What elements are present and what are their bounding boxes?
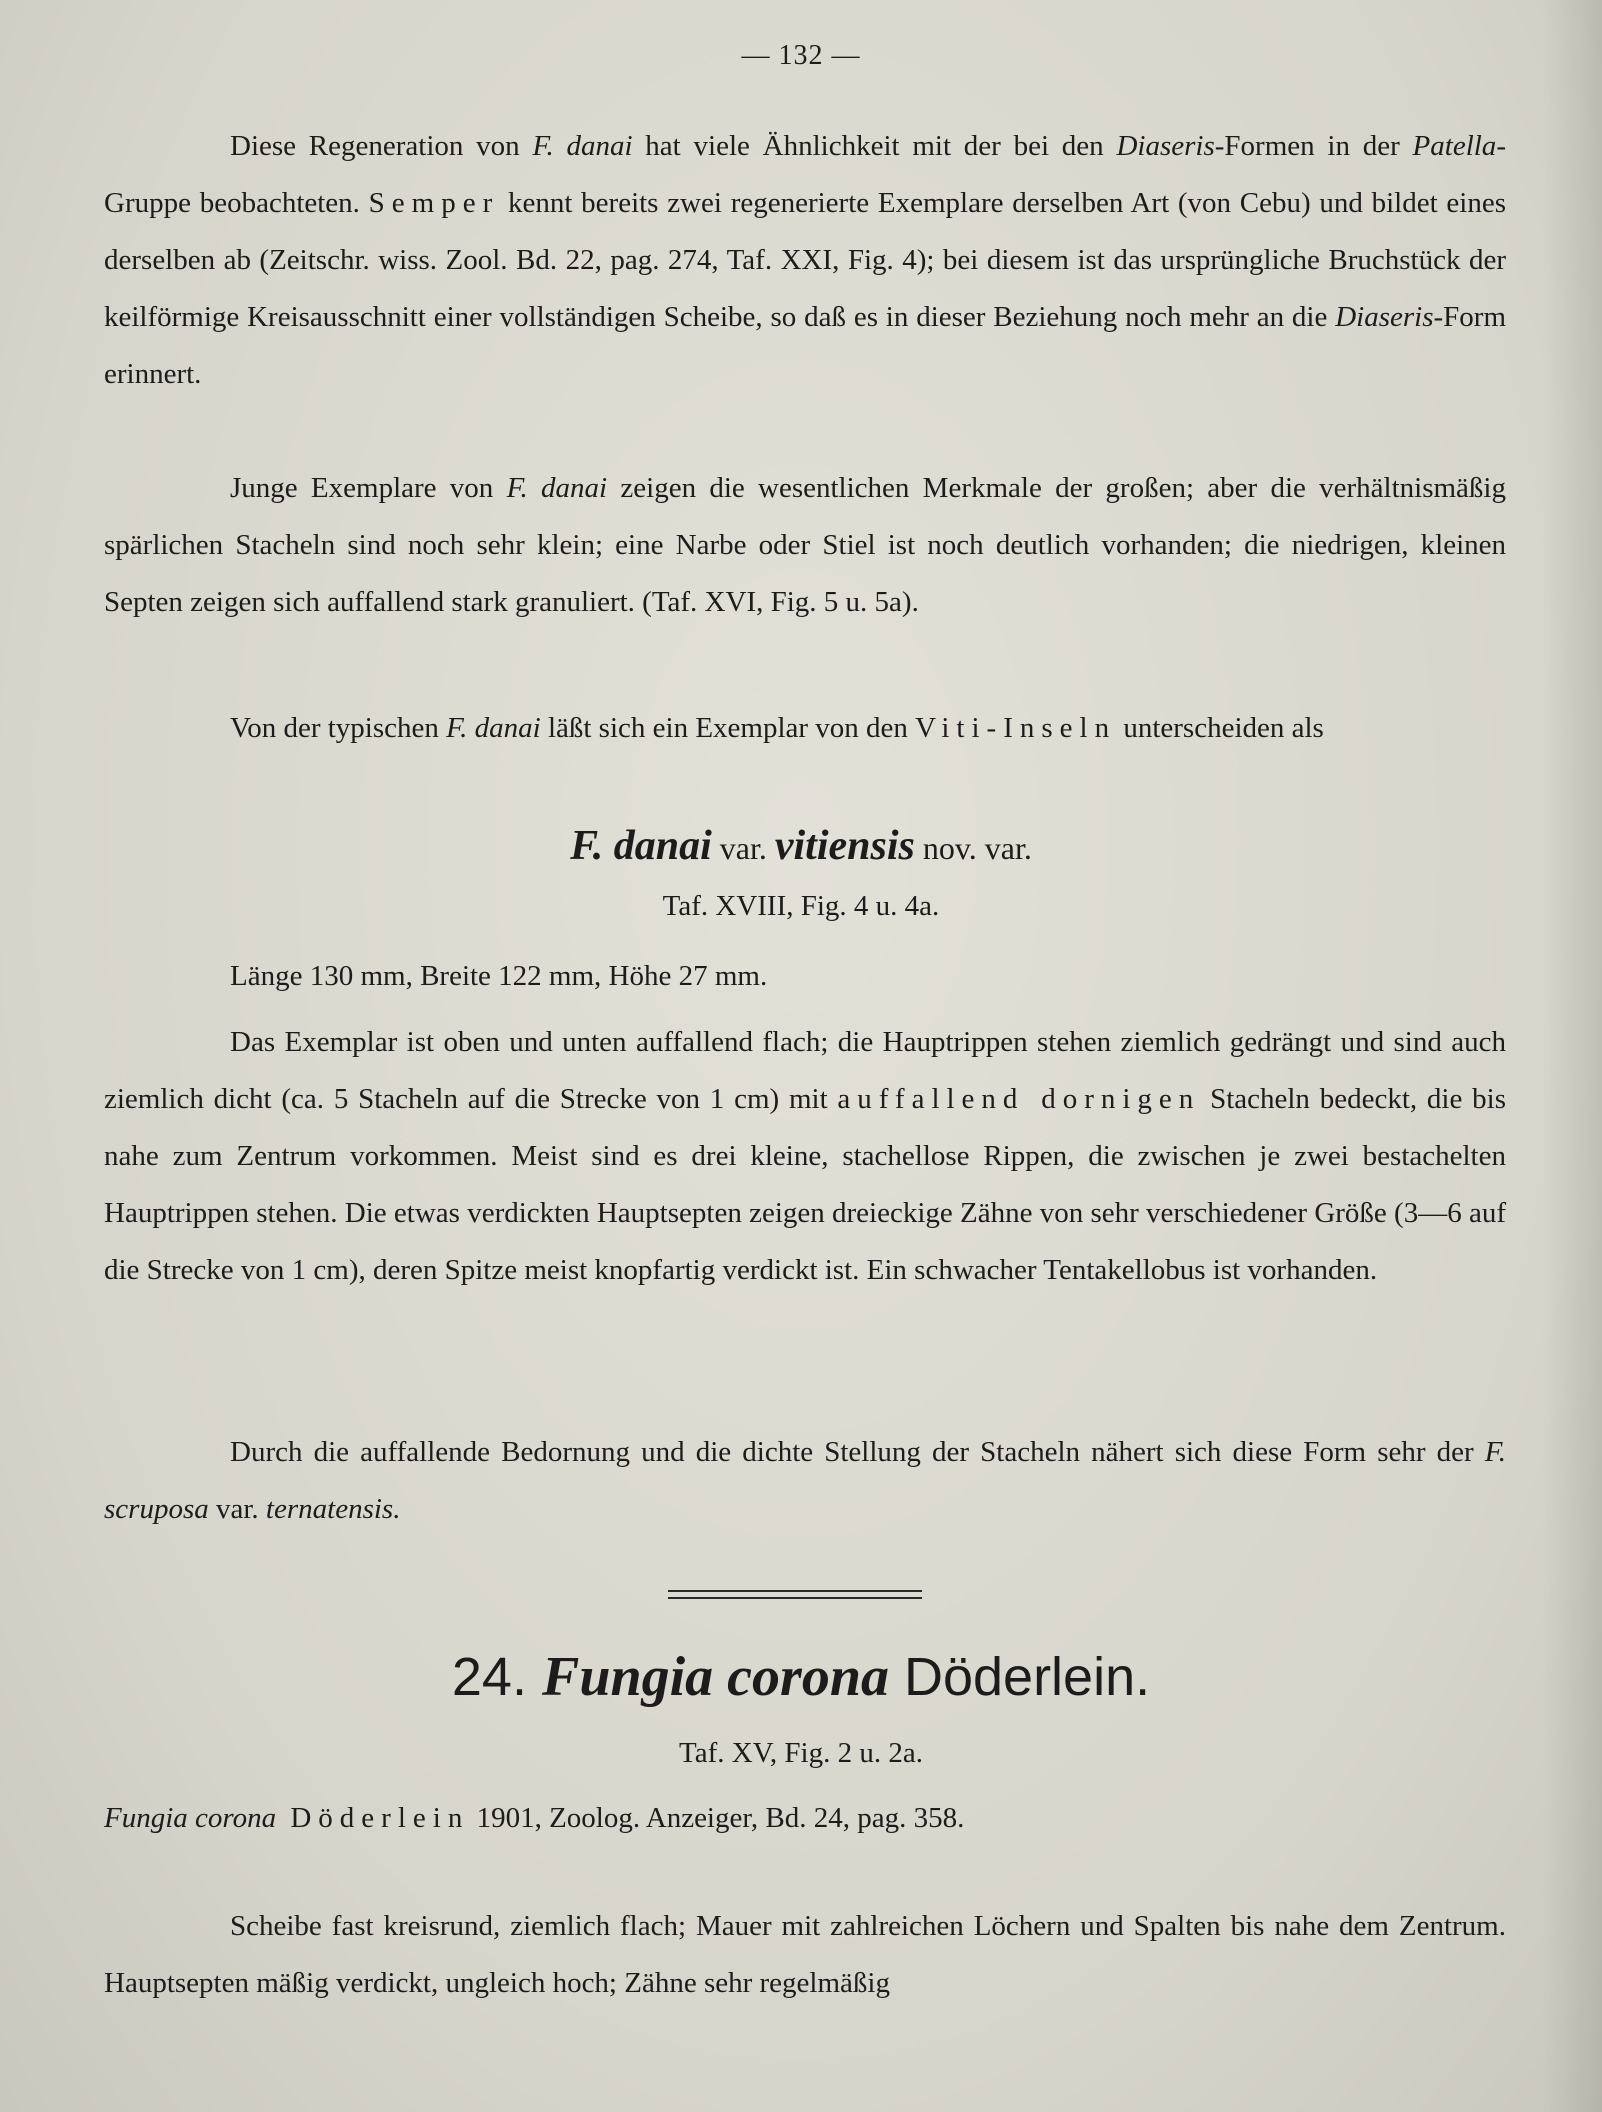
literature-reference: Fungia corona Döderlein 1901, Zoolog. Anzeiger, Bd. 24, pag. 358. bbox=[104, 1802, 965, 1834]
paragraph-regeneration: Diese Regeneration von F. danai hat viele Ähnlichkeit mit der bei den Diaseris-Formen in der Patella-Gruppe beobachteten. Semper kennt bereits zwei regenerierte Exemplare derselben Art (von Cebu) und bildet eines derselben ab (Zeitschr. wiss. Zool. Bd. 22, pag. 274, Taf. XXI, Fig. 4); bei diesem ist das ursprüngliche Bruchstück der keilförmige Kreisausschnitt einer vollständigen Scheibe, so daß es in dieser Beziehung noch mehr an die Diaseris-Form erinnert. bbox=[104, 130, 1506, 390]
paragraph-description: Das Exemplar ist oben und unten auffallend flach; die Hauptrippen stehen ziemlich gedrängt und sind auch ziemlich dicht (ca. 5 Stacheln auf die Strecke von 1 cm) mit auffallend dornigen Stacheln bedeckt, die bis nahe zum Zentrum vorkommen. Meist sind es drei kleine, stachellose Rippen, die zwischen je zwei bestachelten Hauptrippen stehen. Die etwas verdickten Hauptsepten zeigen dreieckige Zähne von sehr verschiedener Größe (3—6 auf die Strecke von 1 cm), deren Spitze meist knopfartig verdickt ist. Ein schwacher Tentakellobus ist vorhanden. bbox=[104, 1026, 1506, 1286]
paragraph-comparison: Durch die auffallende Bedornung und die dichte Stellung der Stacheln nähert sich diese Form sehr der F. scruposa var. ternatensis. bbox=[104, 1436, 1506, 1525]
section-divider-top bbox=[668, 1590, 922, 1592]
variety-heading: F. danai var. vitiensis nov. var. bbox=[570, 823, 1032, 869]
species-plate-reference: Taf. XV, Fig. 2 u. 2a. bbox=[679, 1737, 923, 1769]
measurements: Länge 130 mm, Breite 122 mm, Höhe 27 mm. bbox=[230, 960, 768, 992]
paragraph-young-specimens: Junge Exemplare von F. danai zeigen die wesentlichen Merkmale der großen; aber die verhältnismäßig spärlichen Stacheln sind noch sehr klein; eine Narbe oder Stiel ist noch deutlich vorhanden; die niedrigen, kleinen Septen zeigen sich auffallend stark granuliert. (Taf. XVI, Fig. 5 u. 5a). bbox=[104, 472, 1506, 618]
variety-plate-reference: Taf. XVIII, Fig. 4 u. 4a. bbox=[662, 890, 940, 922]
paragraph-variety-intro: Von der typischen F. danai läßt sich ein Exemplar von den Viti-Inseln unterscheiden als bbox=[230, 712, 1324, 744]
page-edge-shadow bbox=[1542, 0, 1602, 2112]
paragraph-species-description: Scheibe fast kreisrund, ziemlich flach; Mauer mit zahlreichen Löchern und Spalten bis nahe dem Zentrum. Hauptsepten mäßig verdickt, ungleich hoch; Zähne sehr regelmäßig bbox=[104, 1910, 1506, 1999]
section-divider-bottom bbox=[668, 1597, 922, 1599]
species-heading: 24. Fungia corona Döderlein. bbox=[451, 1646, 1151, 1708]
page-number: — 132 — bbox=[741, 40, 861, 71]
